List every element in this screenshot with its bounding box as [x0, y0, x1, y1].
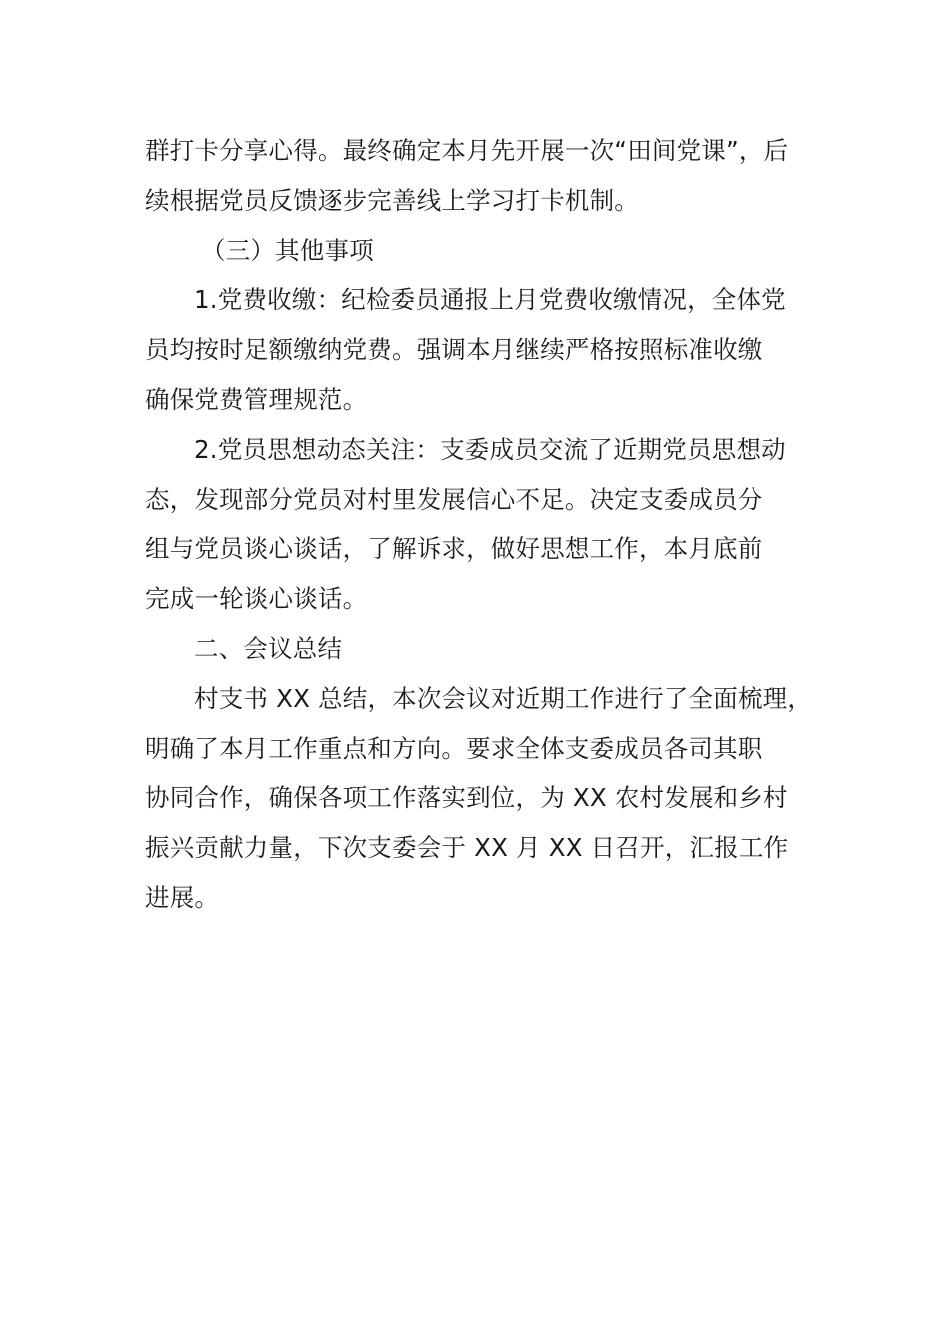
text-line: 进展。 — [145, 882, 220, 912]
paragraph-continued — [145, 126, 810, 226]
section-heading-other-matters — [145, 226, 810, 276]
text-line: 员均按时足额缴纳党费。强调本月继续严格按照标准收缴 — [145, 335, 763, 365]
text-line: 群打卡分享心得。最终确定本月先开展一次“田间党课”，后 — [145, 136, 789, 165]
text-line: 确保党费管理规范。 — [145, 384, 368, 414]
document-body — [145, 126, 813, 923]
text-line: 续根据党员反馈逐步完善线上学习打卡机制。 — [145, 185, 639, 215]
text-line: 态，发现部分党员对村里发展信心不足。决定支委成员分 — [145, 484, 763, 514]
text-line: 协同合作，确保各项工作落实到位，为 XX 农村发展和乡村 — [145, 783, 788, 813]
section-heading: 二、会议总结 — [194, 633, 343, 663]
text-line: 明确了本月工作重点和方向。要求全体支委成员各司其职 — [145, 733, 763, 763]
section-heading-summary — [145, 624, 810, 674]
text-line: 振兴贡献力量，下次支委会于 XX 月 XX 日召开，汇报工作 — [145, 833, 789, 863]
section-heading: （三）其他事项 — [201, 235, 374, 265]
text-line: 组与党员谈心谈话，了解诉求，做好思想工作，本月底前 — [145, 534, 763, 564]
text-line: 村支书 XX 总结，本次会议对近期工作进行了全面梳理， — [194, 683, 813, 713]
text-line: 完成一轮谈心谈话。 — [145, 584, 368, 614]
paragraph-thought-dynamics — [145, 425, 810, 624]
text-line: 1.党费收缴：纪检委员通报上月党费收缴情况，全体党 — [194, 285, 786, 315]
text-line: 2.党员思想动态关注：支委成员交流了近期党员思想动 — [194, 434, 786, 464]
paragraph-party-fee — [145, 275, 810, 424]
paragraph-summary — [145, 674, 813, 923]
